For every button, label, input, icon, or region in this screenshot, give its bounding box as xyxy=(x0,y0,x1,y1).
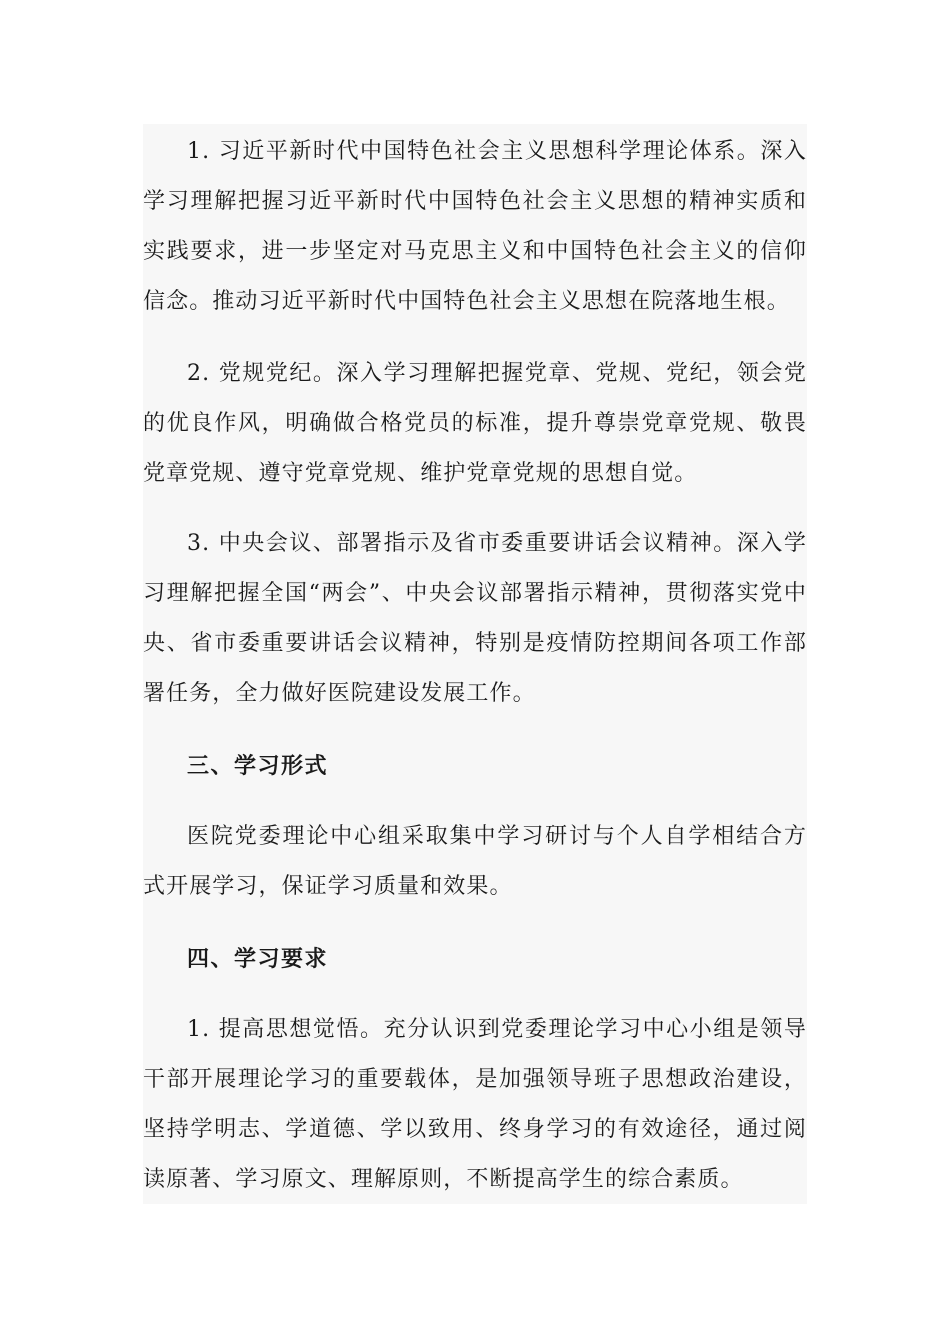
paragraph-party-rules: 2. 党规党纪。深入学习理解把握党章、党规、党纪，领会党的优良作风，明确做合格党员的标准，提升尊崇党章党规、敬畏党章党规、遵守党章党规、维护党章党规的思想自觉。 xyxy=(143,361,807,486)
paragraph-study-form: 医院党委理论中心组采取集中学习研讨与个人自学相结合方式开展学习，保证学习质量和效果。 xyxy=(143,824,807,899)
section-heading-study-form: 三、学习形式 xyxy=(187,753,329,779)
paragraph-study-requirements: 1. 提高思想觉悟。充分认识到党委理论学习中心小组是领导干部开展理论学习的重要载体，是加强领导班子思想政治建设，坚持学明志、学道德、学以致用、终身学习的有效途径，通过阅读原著、学习原文、理解原则，不断提高学生的综合素质。 xyxy=(143,1017,807,1192)
section-heading-study-requirements: 四、学习要求 xyxy=(187,946,329,972)
paragraph-central-meetings: 3. 中央会议、部署指示及省市委重要讲话会议精神。深入学习理解把握全国“两会”、中央会议部署指示精神，贯彻落实党中央、省市委重要讲话会议精神，特别是疫情防控期间各项工作部署任务，全力做好医院建设发展工作。 xyxy=(143,531,807,706)
document-body xyxy=(143,124,807,1204)
paragraph-theory-system: 1. 习近平新时代中国特色社会主义思想科学理论体系。深入学习理解把握习近平新时代中国特色社会主义思想的精神实质和实践要求，进一步坚定对马克思主义和中国特色社会主义的信仰信念。推动习近平新时代中国特色社会主义思想在院落地生根。 xyxy=(143,139,807,314)
